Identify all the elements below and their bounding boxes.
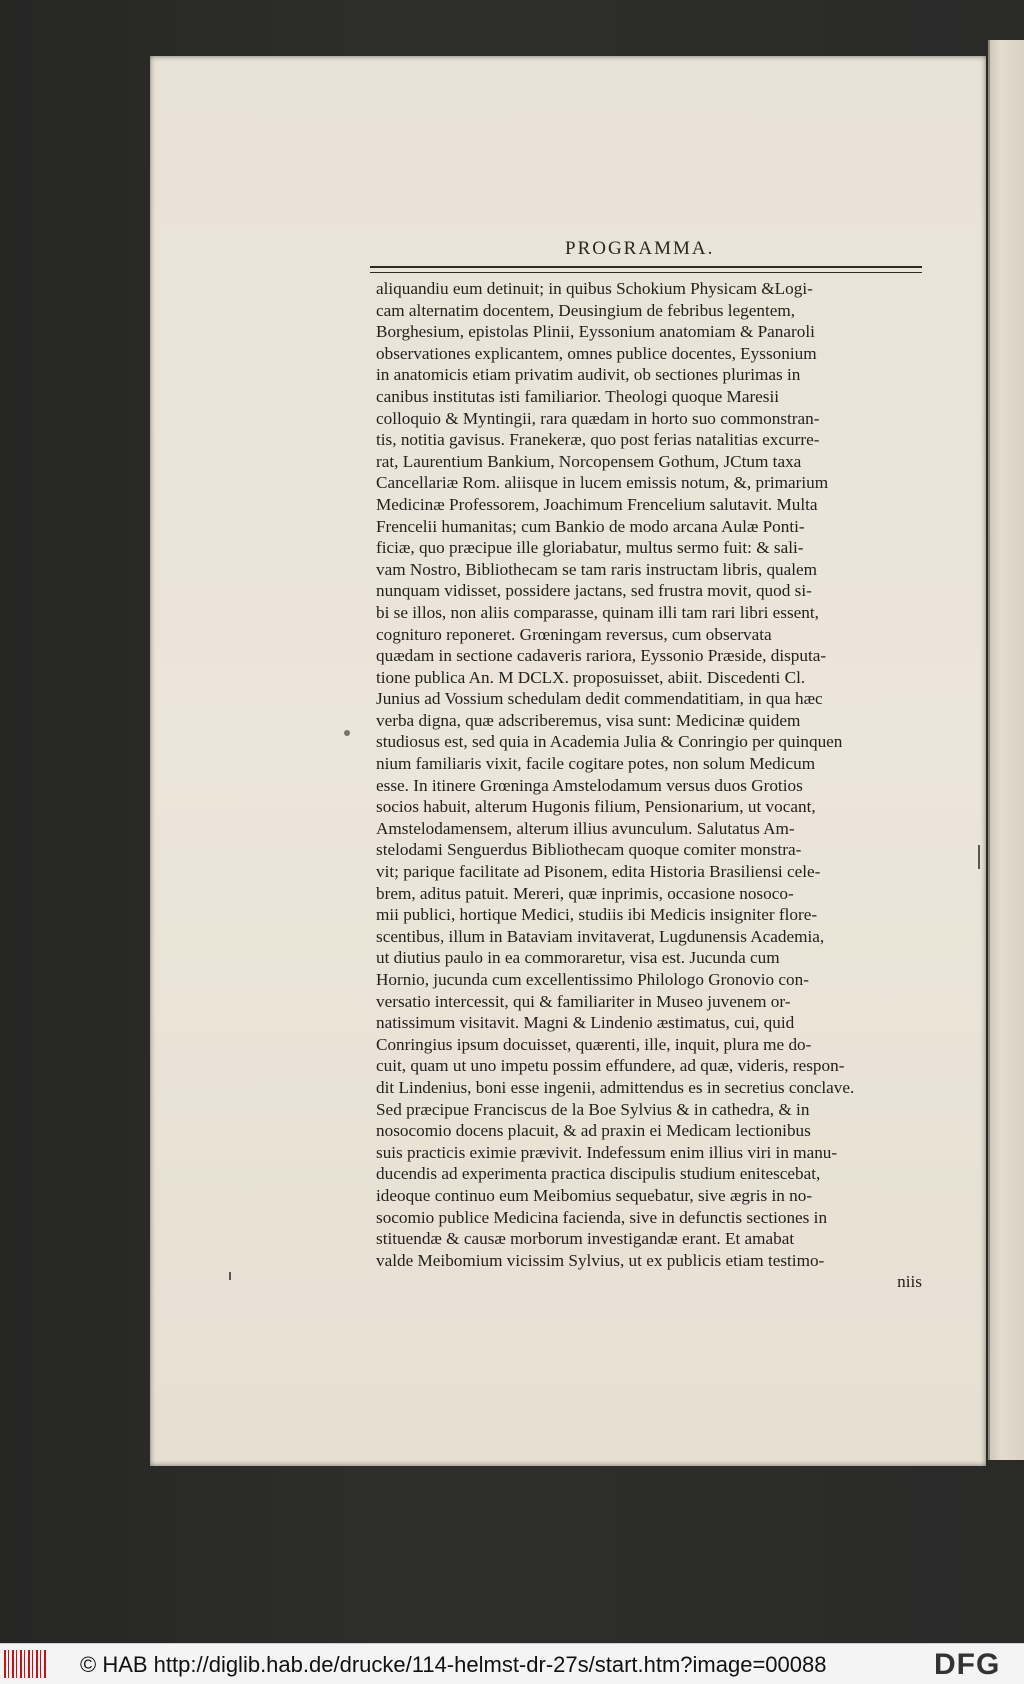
text-line: Amstelodamensem, alterum illius avunculum. Salutatus Am- bbox=[376, 818, 795, 838]
margin-mark bbox=[229, 1272, 231, 1280]
text-line: Sed præcipue Franciscus de la Boe Sylvius & in cathedra, & in bbox=[376, 1099, 810, 1119]
text-line: ut diutius paulo in ea commoraretur, visa est. Jucunda cum bbox=[376, 948, 780, 968]
text-line: valde Meibomium vicissim Sylvius, ut ex publicis etiam testimo- bbox=[376, 1250, 825, 1270]
catchword: niis bbox=[897, 1272, 922, 1292]
text-line: vit; parique facilitate ad Pisonem, edita Historia Brasiliensi cele- bbox=[376, 862, 821, 882]
text-line: ideoque continuo eum Meibomius sequebatur, sive ægris in no- bbox=[376, 1185, 813, 1205]
text-line: in anatomicis etiam privatim audivit, ob sectiones plurimas in bbox=[376, 365, 801, 385]
text-line: Borghesium, epistolas Plinii, Eyssonium anatomiam & Panaroli bbox=[376, 322, 815, 342]
text-line: Cancellariæ Rom. aliisque in lucem emissis notum, &, primarium bbox=[376, 473, 829, 493]
next-page-edge bbox=[988, 40, 1024, 1460]
footer-url[interactable]: © HAB http://diglib.hab.de/drucke/114-helmst-dr-27s/start.htm?image=00088 bbox=[80, 1652, 827, 1677]
text-line: colloquio & Myntingii, rara quædam in horto suo commonstran- bbox=[376, 408, 820, 428]
text-line: Conringius ipsum docuisset, quærenti, ille, inquit, plura me do- bbox=[376, 1034, 812, 1054]
text-line: studiosus est, sed quia in Academia Julia & Conringio per quinquen bbox=[376, 732, 843, 752]
margin-spot bbox=[344, 730, 350, 736]
text-line: ficiæ, quo præcipue ille gloriabatur, multus sermo fuit: & sali- bbox=[376, 538, 804, 558]
text-line: Junius ad Vossium schedulam dedit commendatitiam, in qua hæc bbox=[376, 689, 823, 709]
header-rule bbox=[370, 266, 922, 273]
text-line: esse. In itinere Grœninga Amstelodamum versus duos Grotios bbox=[376, 775, 803, 795]
text-line: tione publica An. M DCLX. proposuisset, abiit. Discedenti Cl. bbox=[376, 667, 806, 687]
text-line: scentibus, illum in Bataviam invitaverat, Lugdunensis Academia, bbox=[376, 926, 825, 946]
text-line: nosocomio docens placuit, & ad praxin ei Medicam lectionibus bbox=[376, 1121, 811, 1141]
text-line: stelodami Senguerdus Bibliothecam quoque comiter monstra- bbox=[376, 840, 802, 860]
dfg-logo: DFG bbox=[934, 1648, 1001, 1681]
text-line: rat, Laurentium Bankium, Norcopensem Gothum, JCtum taxa bbox=[376, 451, 802, 471]
footer-bar bbox=[0, 1643, 1024, 1684]
text-line: brem, aditus patuit. Mereri, quæ inprimis, occasione nosoco- bbox=[376, 883, 794, 903]
text-line: cam alternatim docentem, Deusingium de febribus legentem, bbox=[376, 300, 796, 320]
text-line: suis practicis eximie prævivit. Indefessum enim illius viri in manu- bbox=[376, 1142, 838, 1162]
text-line: ducendis ad experimenta practica discipulis studium enitescebat, bbox=[376, 1164, 821, 1184]
text-line: natissimum visitavit. Magni & Lindenio æstimatus, cui, quid bbox=[376, 1013, 795, 1033]
barcode-icon bbox=[4, 1650, 48, 1678]
text-line: cognituro reponeret. Grœningam reversus, cum observata bbox=[376, 624, 772, 644]
text-line: Hornio, jucunda cum excellentissimo Philologo Gronovio con- bbox=[376, 970, 809, 989]
body-text bbox=[376, 278, 922, 1293]
text-line: dit Lindenius, boni esse ingenii, admittendus es in secretius conclave. bbox=[376, 1077, 855, 1097]
text-line: canibus institutas isti familiarior. Theologi quoque Maresii bbox=[376, 386, 780, 406]
text-line: vam Nostro, Bibliothecam se tam raris instructam libris, qualem bbox=[376, 559, 818, 579]
text-line: socios habuit, alterum Hugonis filium, Pensionarium, ut vocant, bbox=[376, 797, 816, 817]
text-line: cuit, quam ut uno impetu possim effundere, ad quæ, videris, respon- bbox=[376, 1056, 845, 1076]
text-line: aliquandiu eum detinuit; in quibus Schokium Physicam &Logi- bbox=[376, 279, 813, 298]
text-line: mii publici, hortique Medici, studiis ibi Medicis insigniter flore- bbox=[376, 905, 818, 925]
margin-mark bbox=[978, 845, 980, 869]
text-line: nunquam vidisset, possidere jactans, sed frustra movit, quod si- bbox=[376, 581, 812, 601]
text-line: verba digna, quæ adscriberemus, visa sunt: Medicinæ quidem bbox=[376, 710, 801, 730]
text-line: Medicinæ Professorem, Joachimum Frencelium salutavit. Multa bbox=[376, 494, 818, 514]
text-line: Frencelii humanitas; cum Bankio de modo arcana Aulæ Ponti- bbox=[376, 516, 805, 536]
text-line: bi se illos, non aliis comparasse, quinam illi tam rari libri essent, bbox=[376, 602, 819, 622]
text-line: nium familiaris vixit, facile cogitare potes, non solum Medicum bbox=[376, 754, 816, 774]
text-line: quædam in sectione cadaveris rariora, Eyssonio Præside, disputa- bbox=[376, 646, 827, 666]
text-line: versatio intercessit, qui & familiariter in Museo juvenem or- bbox=[376, 991, 791, 1011]
text-line: stituendæ & causæ morborum investigandæ erant. Et amabat bbox=[376, 1229, 795, 1249]
text-line: tis, notitia gavisus. Franekeræ, quo post ferias natalitias excurre- bbox=[376, 430, 820, 450]
running-header: PROGRAMMA. bbox=[565, 238, 715, 259]
text-line: observationes explicantem, omnes publice docentes, Eyssonium bbox=[376, 343, 817, 363]
text-line: socomio publice Medicina facienda, sive in defunctis sectiones in bbox=[376, 1207, 828, 1227]
